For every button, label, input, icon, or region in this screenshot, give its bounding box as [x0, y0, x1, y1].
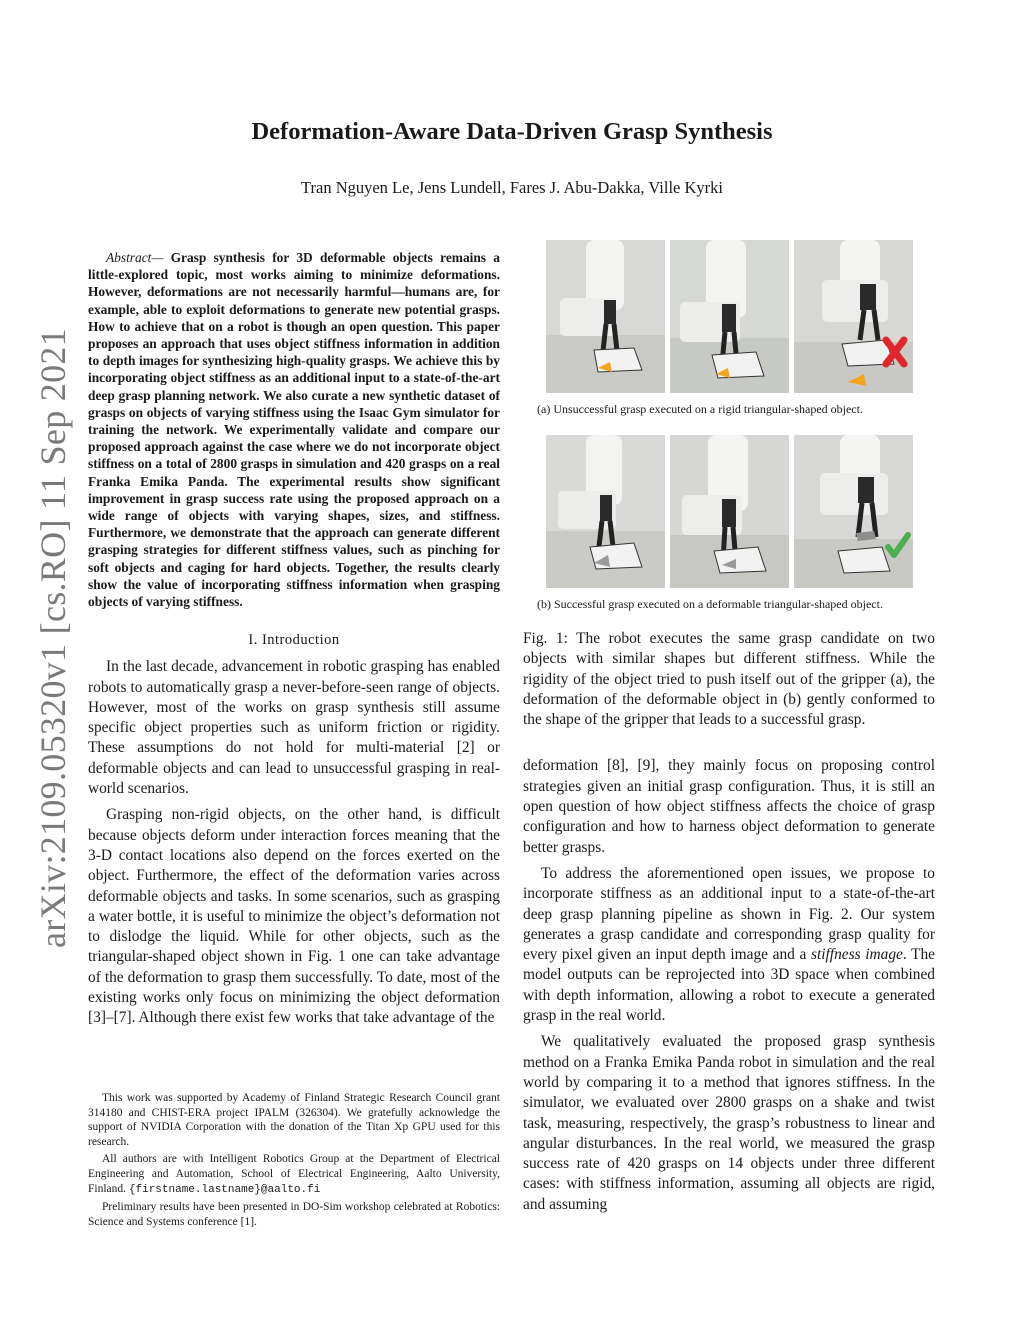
section-heading-introduction: I. Introduction	[248, 632, 340, 649]
left-column	[88, 249, 500, 1035]
robot-photo	[670, 240, 789, 393]
author-email: {firstname.lastname}@aalto.fi	[128, 1183, 321, 1196]
figure-row-a	[546, 240, 935, 393]
robot-photo	[546, 435, 665, 588]
abstract: Abstract— Grasp synthesis for 3D deformable objects remains a little-explored topic, most works aiming to minimize deformations. However, deformations are not necessarily harmful—humans are, for example, able to exploit deformations to generate new potential grasps. How to achieve that on a robot is though an open question. This paper proposes an approach that uses object stiffness information in addition to depth images for synthesizing high-quality grasps. We achieve this by incorporating object stiffness as an additional input to a state-of-the-art deep grasp planning network. We also curate a new synthetic dataset of grasps on objects of varying stiffness using the Isaac Gym simulator for training the network. We experimentally validate and compare our proposed approach against the case where we do not incorporate object stiffness on a total of 2800 grasps in simulation and 420 grasps on a real Franka Emika Panda. The experimental results show significant improvement in grasp success rate using the proposed approach on a wide range of objects with varying shapes, sizes, and stiffness. Furthermore, we demonstrate that the approach can generate different grasping strategies for different stiffness values, such as pinching for soft objects and caging for hard objects. Together, the results clearly show the value of incorporating stiffness information when grasping objects of varying stiffness.	[88, 250, 500, 610]
intro-paragraph: In the last decade, advancement in robotic grasping has enabled robots to automatically grasp a never-before-seen range of objects. However, most of the works on grasp synthesis still assume specific object properties such as uniform friction or rigidity. These assumptions do not hold for multi-material [2] or deformable objects and can lead to unsuccessful grasping in real-world scenarios.	[88, 658, 500, 798]
figure-caption: Fig. 1: The robot executes the same grasp candidate on two objects with similar shapes but different stiffness. While the rigidity of the object tried to push itself out of the gripper (a), the deformation of the deformable object in (b) gently conformed to the shape of the gripper that leads to a successful grasp.	[523, 630, 935, 729]
subcaption-a: (a) Unsuccessful grasp executed on a rigid triangular-shaped object.	[537, 402, 863, 416]
footnote-preliminary: Preliminary results have been presented in DO-Sim workshop celebrated at Robotics: Science and Systems conference [1].	[88, 1201, 500, 1228]
right-paragraph: deformation [8], [9], they mainly focus on proposing control strategies given an initial grasp configuration. Thus, it is still an open question of how object stiffness affects the choice of grasp configuration and how to harness object deformation to generate better grasps.	[523, 757, 935, 856]
footnote-funding: This work was supported by Academy of Finland Strategic Research Council grant 314180 and CHIST-ERA project IPALM (326304). We gratefully acknowledge the support of NVIDIA Corporation with the donation of the Titan Xp GPU used for this research.	[88, 1092, 500, 1148]
footnote-affiliation: All authors are with Intelligent Robotics Group at the Department of Electrical Engineering and Automation, School of Electrical Engineering, Aalto University, Finland. {firstname.lastname}@aalto.fi	[88, 1153, 500, 1196]
footnotes	[88, 1091, 500, 1232]
intro-paragraph: Grasping non-rigid objects, on the other hand, is difficult because objects deform under interaction forces meaning that the 3-D contact locations also depend on the forces exerted on the object. Furthermore, the effect of the deformation varies across deformable objects and tasks. In some scenarios, such as grasping a water bottle, it is useful to minimize the object’s deformation not to dislodge the liquid. While for other objects, such as the triangular-shaped object shown in Fig. 1 one can take advantage of the deformation to grasp them successfully. To date, most of the existing works only focus on minimizing the object deformation [3]–[7]. Although there exist few works that take advantage of the	[88, 806, 500, 1027]
figure-row-b	[546, 435, 935, 588]
stiffness-image-term: stiffness image	[810, 946, 903, 964]
robot-photo	[794, 435, 913, 588]
right-paragraph: We qualitatively evaluated the proposed grasp synthesis method on a Franka Emika Panda robot in simulation and the real world by comparing it to a method that ignores stiffness. In the simulator, we evaluated over 2800 grasps on a shake and twist task, measuring, respectively, the grasp’s robustness to linear and angular disturbances. In the real world, we measured the grasp success rate of 420 grasps on 14 objects under three different cases: with stiffness information, assuming all objects are rigid, and assuming	[523, 1033, 935, 1213]
abstract-text: Grasp synthesis for 3D deformable objects remains a little-explored topic, most works aiming to minimize deformations. However, deformations are not necessarily harmful—humans are, for example, able to exploit deformations to generate new potential grasps. How to achieve that on a robot is though an open question. This paper proposes an approach that uses object stiffness information in addition to depth images for synthesizing high-quality grasps. We achieve this by incorporating object stiffness as an additional input to a state-of-the-art deep grasp planning network. We also curate a new synthetic dataset of grasps on objects of varying stiffness using the Isaac Gym simulator for training the network. We experimentally validate and compare our proposed approach against the case where we do not incorporate object stiffness on a total of 2800 grasps in simulation and 420 grasps on a real Franka Emika Panda. The experimental results show significant improvement in grasp success rate using the proposed approach on a wide range of objects with varying shapes, sizes, and stiffness. Furthermore, we demonstrate that the approach can generate different grasping strategies for different stiffness values, such as pinching for soft objects and caging for hard objects. Together, the results clearly show the value of incorporating stiffness information when grasping objects of varying stiffness.	[88, 250, 500, 610]
right-paragraph: To address the aforementioned open issues, we propose to incorporate stiffness as an additional input to a state-of-the-art deep grasp planning pipeline as shown in Fig. 2. Our system generates a grasp candidate and corresponding grasp quality for every pixel given an input depth image and a stiffness image. The model outputs can be reprojected into 3D space when combined with depth information, allowing a robot to execute a generated grasp in the real world.	[523, 864, 935, 1025]
paper-authors: Tran Nguyen Le, Jens Lundell, Fares J. Abu-Dakka, Ville Kyrki	[301, 178, 723, 197]
subcaption-b: (b) Successful grasp executed on a deformable triangular-shaped object.	[537, 596, 883, 611]
paper-title: Deformation-Aware Data-Driven Grasp Synthesis	[251, 118, 773, 145]
arxiv-sidebar-stamp: arXiv:2109.05320v1 [cs.RO] 11 Sep 2021	[33, 327, 73, 948]
robot-photo	[794, 240, 913, 393]
robot-photo	[670, 435, 789, 588]
abstract-label: Abstract	[106, 250, 152, 265]
robot-photo	[546, 240, 665, 393]
right-column	[523, 240, 935, 1221]
